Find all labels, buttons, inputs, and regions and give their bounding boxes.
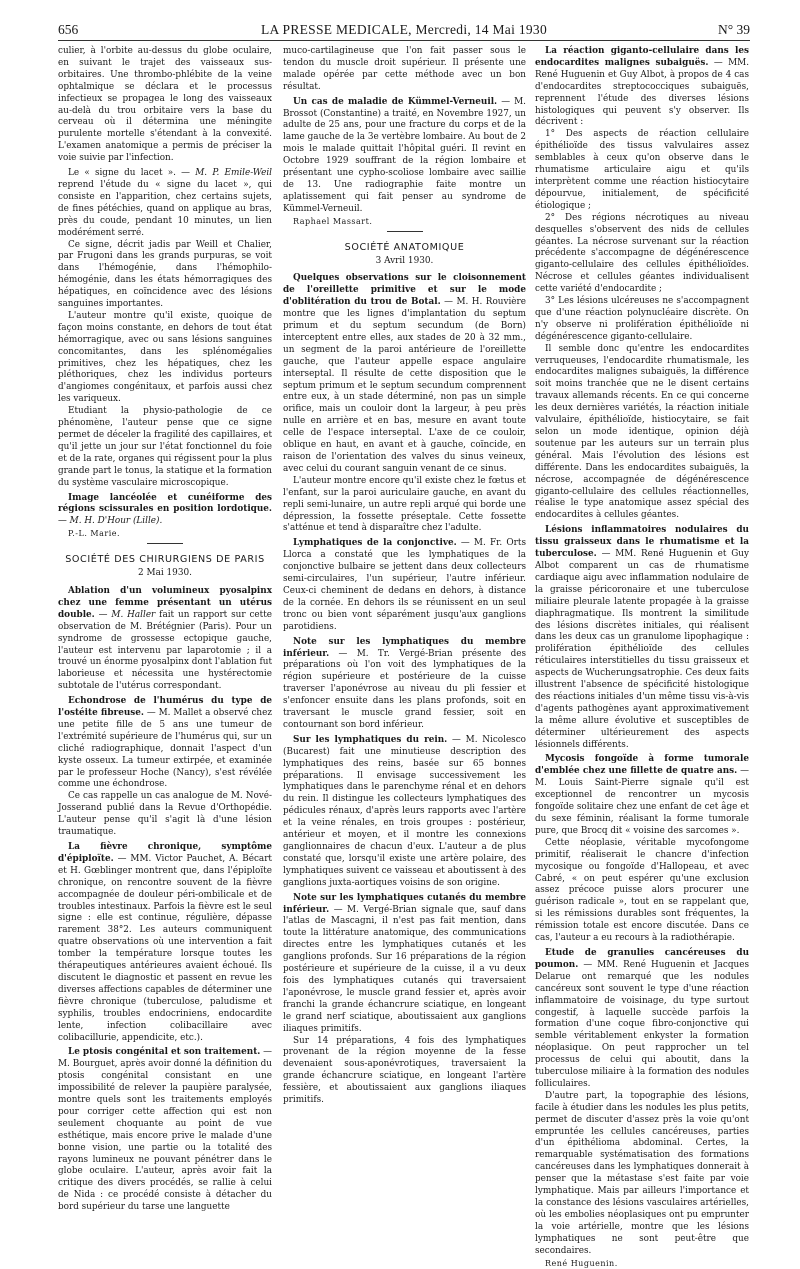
paragraph: Lymphatiques de la conjonctive. — M. Fr. Orts Llorca a constaté que les lymphatiques de la conjonctive bulbaire se jettent dans deux collecteurs semi-circulaires, l'un supérieur, l'autre inférieur. Ceux-ci cheminent de dedans en dehors, à distance de la cornée. En dehors ils se réunissent en un seul tronc ou bien vont séparément jusqu'aux ganglions parotidiens. — [283, 538, 526, 632]
paragraph: Note sur les lymphatiques cutanés du membre inférieur. — M. Vergé-Brian signale que, sauf dans l'atlas de Mascagni, il n'est pas fait mention, dans toute la littérature anatomique, des communications directes entre les lymphatiques cutanés et les ganglions profonds. Sur 16 préparations de la région postérieure et supérieure de la cuisse, il a vu deux fois des lymphatiques cutanés qui traversaient l'aponévrose, le muscle grand fessier et, après avoir franchi la grande échancrure sciatique, en longeant le grand nerf sciatique, aboutissaient aux ganglions iliaques primitifs. — [283, 892, 526, 1034]
article-title: Note sur les lymphatiques du membre inférieur. — [283, 636, 526, 659]
article-title: Lymphatiques de la conjonctive. — [293, 538, 457, 549]
article-title: La fièvre chronique, symptôme d'épiploïte. — [58, 842, 272, 864]
paragraph: Sur les lymphatiques du rein. — M. Nicolesco (Bucarest) fait une minutieuse description des lymphatiques des reins, basée sur 65 bonnes préparations. Il envisage successivement les lymphatiques dans le parenchyme rénal et en dehors du rein. Il distingue les collecteurs lymphatiques des pédicules rénaux, d'après leurs rapports avec l'artère et la veine rénales, en trois groupes : postérieur, antérieur et moyen, et il montre les connexions ganglionnaires de chacun d'eux. L'auteur a de plus constaté que, lorsqu'il existe une artère polaire, des lymphatiques suivent ce vaisseau et aboutissent à des ganglions juxta-aortiques voisins de son origine. — [283, 734, 527, 888]
signature: Raphael Massart. — [293, 216, 373, 226]
paragraph: L'auteur montre qu'il existe, quoique de façon moins constante, en dehors de tout état hémorragique, avec ou sans lésions sanguines concomitantes, dans les splénomégalies primitives, chez les hépatiques, chez les pléthoriques, chez les individus porteurs d'angiomes congénitaux, et parfois aussi chez les variqueux. — [58, 310, 272, 405]
paragraph: La réaction giganto-cellulaire dans les endocardites malignes subaiguës. — MM. René Huguenin et Guy Albot, à propos de 4 cas d'endocardites streptococciques subaiguës, reprennent l'étude des diverses lésions histologiques qui peuvent s'y observer. Ils décrivent : — [535, 46, 750, 128]
article-title: Note sur les lymphatiques cutanés du membre inférieur. — [283, 892, 526, 915]
article-title: Mycosis fongoïde à forme tumorale d'emblée chez une fillette de quatre ans. — [535, 754, 749, 777]
paragraph: Un cas de maladie de Kümmel-Verneuil. — M. Brossot (Constantine) a traité, en Novembre 1927, un adulte de 25 ans, pour une fracture du corps et de la lame gauche de la 3e vertèbre lombaire. Au bout de 2 mois le malade quittait l'hôpital guéri. Il revint en Octobre 1929 souffrant de la région lombaire et présentant une cypho-scoliose lombaire avec saillie de 13. Une radiographie faite montre un aplatissement qui fait penser au syndrome de Kümmel-Verneuil. — [283, 96, 526, 214]
article-title: Sur les lymphatiques du rein. — [293, 734, 448, 745]
paragraph: culier, à l'orbite au-dessus du globe oculaire, en suivant le trajet des vaisseaux sus-orbitaires. Une thrombo-phlébite de la veine ophtalmique se déclara et le processus infectieux se propagea le long des vaisseaux au-delà du trou orbitaire vers la base du cerveau où il détermina une méningite purulente mortelle s'étendant à la convexité. L'examen anatomique a permis de préciser la voie suivie par l'infection. — [58, 46, 272, 164]
paragraph: Le « signe du lacet ». — M. P. Emile-Weil reprend l'étude du « signe du lacet », qui consiste en l'apparition, chez certains sujets, de fines pétéchies, quand on applique au bras, près du coude, pendant 10 minutes, un lien modérément serré. — [58, 168, 273, 238]
signature: P.-L. Marie. — [68, 529, 121, 539]
paragraph: 3° Les lésions ulcéreuses ne s'accompagnent que d'une réaction polynucléaire discrète. On n'y observe ni prolifération épithélioïde ni dégénérescence giganto-cellulaire. — [535, 296, 749, 342]
article-title: Le ptosis congénital et son traitement. — [68, 1047, 261, 1058]
session-date: 3 Avril 1930. — [375, 255, 434, 266]
paragraph: L'auteur montre encore qu'il existe chez le fœtus et l'enfant, sur la paroi auriculaire gauche, en avant du repli semi-lunaire, un autre repli arqué qui borde une dépression, la fossette préseptale. Cette fossette s'atténue et tend à disparaître chez l'adulte. — [283, 475, 526, 534]
paragraph: Ce cas rappelle un cas analogue de M. Nové-Josserand publié dans la Revue d'Orthopédie. L'auteur pense qu'il s'agit là d'une lésion traumatique. — [58, 791, 272, 838]
divider — [147, 543, 183, 544]
page-number: 656 — [58, 22, 79, 37]
article-title: Etude de granulies cancéreuses du poumon. — [535, 947, 749, 970]
paragraph: Etude de granulies cancéreuses du poumon. — MM. René Huguenin et Jacques Delarue ont remarqué que les nodules cancéreux sont souvent le type d'une réaction inflammatoire de voisinage, du type surtout congestif, à laquelle succède parfois la formation d'une coque fibro-conjonctive qui semble véritablement enkyster la formation néoplasique. On peut rapprocher un tel processus de celui qui aboutit, dans la tuberculose miliaire à la formation des nodules folliculaires. — [535, 947, 749, 1089]
article-title: Echondrose de l'humérus du type de l'ostéite fibreuse. — [58, 696, 272, 719]
article-title: Ablation d'un volumineux pyosalpinx chez une femme présentant un utérus double. — [58, 585, 272, 620]
signature: René Huguenin. — [545, 1258, 618, 1268]
author-name: M. P. Emile-Weil — [195, 168, 273, 179]
article-title: Image lancéolée et cunéiforme des régions scissurales en position lordotique. — [58, 492, 272, 515]
session-date: 2 Mai 1930. — [138, 568, 192, 579]
paragraph: La fièvre chronique, symptôme d'épiploïte. — MM. Victor Pauchet, A. Bécart et H. Gœblinger montrent que, dans l'épiploïte chronique, on rencontre souvent de la fièvre accompagnée de douleur péri-ombilicale et de troubles intestinaux. Parfois la fièvre est le seul signe : elle est continue, régulière, dépasse rarement 38°2. Les auteurs communiquent quatre observations où une intervention a fait tomber la température lorsque toutes les thérapeutiques antérieures avaient échoué. Ils discutent le diagnostic et passent en revue les diverses affections capables de déterminer une fièvre chronique (tuberculose, paludisme et syphilis, troubles endocriniens, endocardite lente, infection colibacillaire avec colibacillurie, appendicite, etc.). — [58, 842, 272, 1043]
paragraph: Lésions inflammatoires nodulaires du tissu graisseux dans le rhumatisme et la tuberculose. — MM. René Huguenin et Guy Albot comparent un cas de rhumatisme cardiaque aigu avec inflammation nodulaire de la graisse péricoronaire et une tuberculose miliaire pleurale latente propagée à la graisse diaphragmatique. Ils montrent la similitude des lésions discrètes initiales, qui réalisent dans les deux cas un granulome lipophagique : prolifération épithélioïde des cellules réticulaires interstitielles du tissu graisseux et aspects de Wucherungsatrophie. Ces deux faits illustrent l'absence de spécificité histologique des réactions initiales d'un même tissu vis-à-vis d'agents pathogènes ayant approximativement la même allure évolutive et susceptibles de déterminer ultérieurement des aspects lésionnels différents. — [535, 525, 749, 750]
paragraph: D'autre part, la topographie des lésions, facile à étudier dans les nodules les plus petits, permet de discuter d'assez près la voie qu'ont empruntée les cellules cancéreuses, parties d'un épithélioma abdominal. Certes, la remarquable systématisation des formations cancéreuses dans les lymphatiques donnerait à penser que la métastase s'est faite par voie lymphatique. Mais par ailleurs l'importance et la constance des lésions vasculaires artérielles, où les embolies néoplasiques ont pu emprunter la voie artérielle, montre que les lésions lymphatiques ne sont peut-être que secondaires. — [535, 1090, 749, 1256]
paragraph: Ce signe, décrit jadis par Weill et Chalier, par Frugoni dans les grands purpuras, se voit dans l'hémogénie, dans l'hémophilo-hémogénie, dans les états hémorragiques des hépatiques, en coïncidence avec des lésions sanguines importantes. — [58, 239, 272, 310]
article-title: La réaction giganto-cellulaire dans les endocardites malignes subaiguës. — [535, 46, 749, 68]
paragraph: Mycosis fongoïde à forme tumorale d'emblée chez une fillette de quatre ans. — M. Louis Saint-Pierre signale qu'il est exceptionnel de rencontrer un mycosis fongoïde solitaire chez une enfant de cet âge et du sexe féminin, réalisant la forme tumorale pure, que Brocq dit « voisine des sarcomes ». — [535, 754, 749, 836]
journal-title: LA PRESSE MEDICALE, Mercredi, 14 Mai 1930 — [260, 22, 548, 37]
paragraph: 2° Des régions nécrotiques au niveau desquelles s'observent des nids de cellules géantes. La nécrose survenant sur la réaction précédente s'accompagne de dégénérescence giganto-cellulaire des cellules épithélioïdes. Nécrose et cellules géantes individualisent cette variété d'endocardite ; — [535, 212, 749, 295]
column-left — [58, 46, 273, 1213]
page-header — [58, 22, 750, 41]
paragraph: Sur 14 préparations, 4 fois des lymphatiques provenant de la région moyenne de la fesse devenaient sous-aponévrotiques, traversaient la grande échancrure sciatique, en longeant l'artère fessière, et aboutissaient aux ganglions iliaques primitifs. — [283, 1035, 526, 1106]
section-heading: SOCIÉTÉ DES CHIRURGIENS DE PARIS — [65, 554, 265, 566]
section-heading: SOCIÉTÉ ANATOMIQUE — [344, 241, 465, 253]
paragraph: Le ptosis congénital et son traitement. — M. Bourguet, après avoir donné la définition du ptosis congénital consistant en une impossibilité de relever la paupière paralysée, montre quels sont les traitements employés pour corriger cette affection qui est non seulement choquante au point de vue esthétique, mais encore prive le malade d'une bonne vision, une partie ou la totalité des rayons lumineux ne pouvant pénétrer dans le globe oculaire. L'auteur, après avoir fait la critique des divers procédés, se rallie à celui de Nida : ce procédé consiste à détacher du bord supérieur du tarse une languette — [58, 1047, 273, 1213]
paragraph: Image lancéolée et cunéiforme des régions scissurales en position lordotique. — M. H. D'Hour (Lille). — [58, 492, 272, 527]
article-title: Quelques observations sur le cloisonnement de l'oreillette primitive et sur le mode d'oblitération du trou de Botal. — [283, 273, 526, 308]
column-right — [535, 46, 750, 1268]
paragraph: 1° Des aspects de réaction cellulaire épithélioïde des tissus valvulaires assez semblables à ceux qu'on observe dans le rhumatisme articulaire aigu et qu'ils interprètent comme une réaction histiocytaire dépourvue, initialement, de spécificité étiologique ; — [535, 129, 749, 211]
paragraph: Ablation d'un volumineux pyosalpinx chez une femme présentant un utérus double. — M. Haller fait un rapport sur cette observation de M. Brétégnier (Paris). Pour un syndrome de grossesse ectopique gauche, l'auteur est intervenu par laparotomie ; il a trouvé un énorme pyosalpinx dont l'ablation fut laborieuse et nécessita une hystérectomie subtotale de l'utérus correspondant. — [58, 585, 273, 692]
paragraph: Note sur les lymphatiques du membre inférieur. — M. Tr. Vergé-Brian présente des préparations où l'on voit des lymphatiques de la région supérieure et postérieure de la cuisse traverser l'aponévrose au niveau du pli fessier et s'enfoncer ensuite dans les plans profonds, soit en traversant le muscle grand fessier, soit en contournant son bord inférieur. — [283, 636, 526, 730]
author-name: — M. Haller — [98, 609, 156, 620]
paragraph: Cette néoplasie, véritable mycofongome primitif, réaliserait le chancre d'infection mycosique ou fongoïde d'Hallopeau, et avec Cabré, « on peut espérer qu'une exclusion assez précoce puisse alors procurer une guérison radicale », tout en se rappelant que, si les rémissions durables sont fréquentes, la rémission totale est encore discutée. Dans ce cas, l'auteur a eu recours à la radiothérapie. — [535, 837, 749, 944]
paragraph: muco-cartilagineuse que l'on fait passer sous le tendon du muscle droit supérieur. Il présente une malade opérée par cette méthode avec un bon résultat. — [283, 46, 526, 92]
issue-number: N° 39 — [717, 22, 750, 37]
paragraph: Etudiant la physio-pathologie de ce phénomène, l'auteur pense que ce signe permet de déceler la fragilité des capillaires, et qu'il jette un jour sur l'état fonctionnel du foie et de la rate, organes qui régissent pour la plus grande part le tonus, la statique et la formation du système vasculaire microscopique. — [58, 406, 272, 488]
article-title: Lésions inflammatoires nodulaires du tissu graisseux dans le rhumatisme et la tuberculose. — [535, 525, 749, 560]
divider — [387, 231, 423, 232]
column-middle — [283, 46, 527, 1106]
article-title: Un cas de maladie de Kümmel-Verneuil. — [293, 96, 498, 107]
paragraph: Echondrose de l'humérus du type de l'ostéite fibreuse. — M. Mallet a observé chez une petite fille de 5 ans une tumeur de l'extrémité supérieure de l'humérus qui, sur un cliché radiographique, donnait l'aspect d'un kyste osseux. La tumeur extirpée, et examinée par le professeur Hoche (Nancy), s'est révélée comme une échondrose. — [58, 696, 272, 790]
paragraph: Quelques observations sur le cloisonnement de l'oreillette primitive et sur le mode d'oblitération du trou de Botal. — M. H. Rouvière montre que les lignes d'implantation du septum primum et du septum secundum (de Born) interceptent entre elles, aux stades de 20 à 32 mm., un segment de la paroi antérieure de l'oreillette gauche, que l'auteur appelle espace angulaire interseptal. Il résulte de cette disposition que le septum primum et le septum secundum comprennent entre eux, à un stade déterminé, non pas un simple orifice, mais un couloir dont la largeur, à peu près nulle en arrière et en bas, mesure en avant toute celle de l'espace interseptal. L'axe de ce couloir, oblique en haut, en avant et à gauche, coïncide, en raison de l'orientation des valves du sinus veineux, avec celui du courant sanguin venant de ce sinus. — [283, 273, 526, 474]
paragraph: Il semble donc qu'entre les endocardites verruqueuses, l'endocardite rhumatismale, les endocardites malignes subaiguës, la différence soit moins tranchée que ne le disent certains travaux allemands récents. En ce qui concerne les deux dernières variétés, la réaction initiale valvulaire, épithélioïde, histiocytaire, se fait selon un mode identique, opinion déjà soutenue par les auteurs sur un terrain plus général. Mais l'évolution des lésions est différente. Dans les endocardites subaiguës, la nécrose, accompagnée de dégénérescence giganto-cellulaire des cellules réactionnelles, réalise le type anatomique assez spécial des endocardites à cellules géantes. — [535, 343, 749, 521]
